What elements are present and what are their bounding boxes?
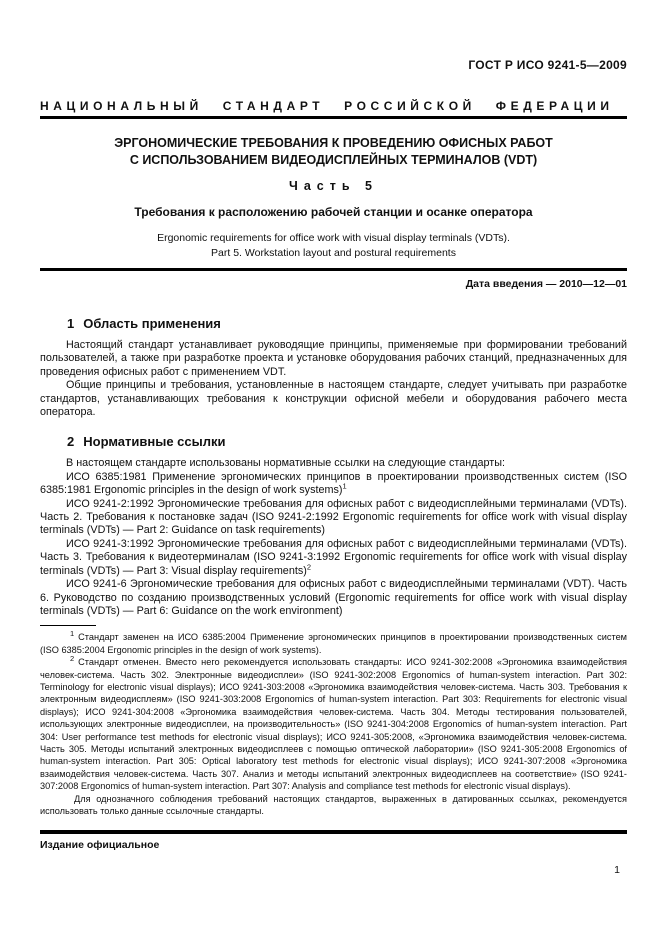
effective-date: Дата введения — 2010—12—01: [465, 278, 627, 290]
footnote-marker-1: 1: [342, 481, 347, 491]
doc-title-line-2: С ИСПОЛЬЗОВАНИЕМ ВИДЕОДИСПЛЕЙНЫХ ТЕРМИНАЛОВ (VDT): [129, 153, 538, 167]
section-2-number: 2: [67, 434, 75, 450]
footer-rule: [40, 830, 627, 834]
section-2-heading: [67, 434, 627, 449]
section-1-paragraph: Общие принципы и требования, установленные в настоящем стандарте, следует учитывать при разработке стандартов, устанавливающих требования к конструкции офисной мебели и оборудования рабочего места оператора.: [40, 379, 627, 419]
doc-title: [40, 135, 627, 169]
part-label: Часть 5: [289, 179, 378, 193]
footnote: $^2$ Стандарт отменен. Вместо него рекомендуется использовать стандарты: ИСО 9241-302:2008 «Эргономика взаимодействия человек-система. Часть 302. Электронные видеодисплеи» (ISO 9241-302:2008 Ergonomics of human-system interaction. Part 302: Terminology for electronic visual displays); ИСО 9241-303:2008 «Эргономика взаимодействия человек-система. Часть 303. Требования к электронным видеодисплеям» (ISO 9241-303:2008 Ergonomics of human-system interaction. Part 303: Requirements for electronic visual displays); ИСО 9241-304:2008 «Эргономика взаимодействия человек-система. Часть 304. Методы тестирования пользователей, использующих электронные видеодисплеи, на производительность» (ISO 9241-304:2008 Ergonomics of human-system interaction. Part 304: User performance test methods for electronic visual displays); ИСО 9241-305:2008, «Эргономика взаимодействия человек-система. Часть 305. Методы испытаний электронных видеодисплеев с помощью оптической лаборатории» (ISO 9241-305:2008 Ergonomics of human-system interaction. Part 305: Optical laboratory test methods for electronic visual displays); ИСО 9241-307:2008 «Эргономика взаимодействия человек-система. Часть 307. Анализ и методы испытаний электронных видеодисплеев на соответствие» (ISO 9241-307:2008 Ergonomics of human-system interaction. Part 307: Analysis and compliance test methods for electronic visual displays).: [40, 654, 627, 792]
title-rule: [40, 268, 627, 271]
national-standard-banner: НАЦИОНАЛЬНЫЙ СТАНДАРТ РОССИЙСКОЙ ФЕДЕРАЦИИ: [40, 99, 614, 113]
doc-code: ГОСТ Р ИСО 9241-5—2009: [468, 58, 627, 72]
section-1-heading: [67, 316, 627, 331]
footnote-separator: [40, 625, 96, 626]
reference-item: ИСО 9241-3:1992 Эргономические требования для офисных работ с видеодисплейными терминалами (VDTs). Часть 3. Требования к видеотерминалам (ISO 9241-3:1992 Ergonomic requirements for office work with visual display terminals (VDTs) — Part 3: Visual display requirements)$^2$: [40, 537, 627, 577]
subtitle-en: [40, 231, 627, 261]
section-2-title: Нормативные ссылки: [83, 434, 226, 450]
subtitle-en-line-1: Ergonomic requirements for office work with visual display terminals (VDTs).: [157, 232, 510, 244]
section-2-intro: В настоящем стандарте использованы нормативные ссылки на следующие стандарты:: [66, 457, 505, 470]
header-rule: [40, 116, 627, 119]
page-number: 1: [614, 864, 620, 877]
reference-item: ИСО 6385:1981 Применение эргономических принципов в проектировании производственных систем (ISO 6385:1981 Ergonomic principles in the design of work systems)$^1$: [40, 470, 627, 497]
edition-note: Издание официальное: [40, 839, 160, 852]
section-1-title: Область применения: [83, 316, 221, 331]
footnote: Для однозначного соблюдения требований настоящих стандартов, выраженных в датированных ссылках, рекомендуется использовать только данные ссылочные стандарты.: [40, 793, 627, 816]
subtitle-en-line-2: Part 5. Workstation layout and postural requirements: [211, 247, 456, 259]
section-1-paragraph: Настоящий стандарт устанавливает руководящие принципы, применяемые при формировании требований пользователей, а также при разработке проекта и установке оборудования рабочих станций, предназначенных для проведения офисных работ с применением VDT.: [40, 339, 627, 378]
footnote-1-marker: 1: [70, 629, 75, 639]
footnote-marker-2: 2: [306, 562, 311, 572]
subtitle-ru: Требования к расположению рабочей станции и осанке оператора: [134, 205, 533, 219]
reference-item: ИСО 9241-2:1992 Эргономические требования для офисных работ с видеодисплейными терминалами (VDTs). Часть 2. Требования к постановке задач (ISO 9241-2:1992 Ergonomic requirements for office work with visual display terminals (VDTs) — Part 2: Guidance on task requirements): [40, 497, 627, 537]
footnote-2-marker: 2: [70, 654, 75, 664]
footnote: $^1$ Стандарт заменен на ИСО 6385:2004 Применение эргономических принципов в проектировании производственных систем (ISO 6385:2004 Ergonomic principles in the design of work systems).: [40, 629, 627, 655]
footnotes-block: [40, 631, 627, 817]
section-1-number: 1: [67, 316, 75, 331]
reference-item: ИСО 9241-6 Эргономические требования для офисных работ с видеодисплейными терминалами (VDT). Часть 6. Руководство по созданию производственных условий (Ergonomic requirements for office work with visual display terminals (VDTs) — Part 6: Guidance on the work environment): [40, 578, 627, 617]
doc-title-line-1: ЭРГОНОМИЧЕСКИЕ ТРЕБОВАНИЯ К ПРОВЕДЕНИЮ ОФИСНЫХ РАБОТ: [114, 136, 553, 150]
